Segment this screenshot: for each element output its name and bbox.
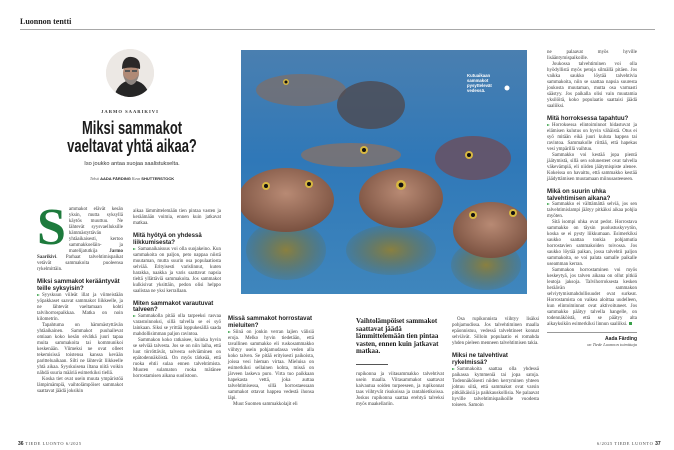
text-run: Samanaikaisuus voi olla suojakeino. Kun sammakoita on paljon, peto nappaa niistä muutaman, mutta suurin osa populaatiosta selviää. Erityisesti varislinnut, kuten harakka, naakka ja varis saattavat napsia tieltä yllättäviä sammakoita. Jos sammakot kulkisivat yksittäin, pedon olisi helppo saalistaa ne yksi kerrallaan.	[133, 246, 221, 294]
paragraph	[452, 367, 539, 409]
text-run: . Parhaat talvehtimispaikat vetävät sammakoita puoleensa rykelmittäin.	[37, 255, 123, 272]
paragraph	[133, 338, 221, 380]
drop-cap: S	[37, 199, 66, 256]
paragraph	[37, 293, 123, 323]
paragraph	[133, 247, 221, 295]
text-run: Koska tiet ovat usein muuta ympäristöä lämpimämpiä, vaihtolämpöiset sammakot saattavat jäädä joksikin	[37, 376, 123, 394]
text-run: Sammakko voi kestää jopa pientä jäätymistä, sillä sen solunesteet ovat talvella väkevämpiä, eli niiden jäätymispiste alenee. Kokeissa on havaittu, että sammakko kestää jäädyttämisen muutamaan miinusasteeseen.	[547, 152, 637, 182]
paragraph	[228, 330, 314, 402]
text-run: Osa rupikonnista viihtyy lisäksi pohjamudissa. Jos talvehtiminen maalla epäonnistuu, vedessä talvehtineet konnat selviävät. Silloin populaatio ei romahda yhden pieleen menneen talvehtimisen takia.	[452, 317, 539, 346]
footer-left	[18, 441, 82, 447]
paragraph	[547, 220, 637, 268]
paragraph	[547, 268, 637, 328]
text-run: Sammakko ei välttämättä selviä, jos sen talvehtimislampi jäätyy pitkäksi aikaa pohjia myöten.	[547, 202, 637, 220]
page-number-left: 36	[18, 441, 24, 447]
paragraph	[547, 153, 637, 183]
text-run: Sammakolla pitää olla tarpeeksi rasvaa varastoinnoksi, sillä talvella se ei syö lainkaan. Siksi se yrittää loppukesällä saada mahdollisimman paljon ravintoa.	[133, 314, 221, 338]
credits-text-label: Teksti	[89, 176, 100, 181]
subheading: Miksi sammakot kerääntyvät teille syksyisin?	[37, 278, 120, 292]
text-run: rupikonna ja viitasammakko talvehtivat usein maalla. Viitasammakot saattavat kaivautua soiden turpeeseen, ja rupikonnat taas viihtyvät risukoissa ja rantahietikoissa. Joskus rupikonna saattaa erehtyä talveksi myös maakellariin.	[356, 371, 444, 407]
text-run: Sammakon koko ratkaisee, kuinka hyvin se selviää talvesta. Jos se on niin laiha, että luut törröttävät, talvesta selviäminen on epätodennäköistä. On myös tärkeää, että ruoka ehtii sulaa ennen talvehtimista. Muuten sulamaton ruoka mätänee horrostamisen aikana suolistoon.	[133, 338, 221, 380]
footer-right	[597, 441, 661, 447]
column-6	[547, 50, 637, 348]
credits-photo-by: SHUTTERSTOCK	[141, 176, 175, 181]
paragraph	[133, 209, 221, 227]
signature-role: on Tiede Luonnon toimittaja	[587, 342, 637, 348]
text-run: Horroksessa elintoiminnot hidastuvat ja elämisen kulutus on hyvin vähäistä. Otus ei syö mitään eikä juuri kuluta happea tai ravintoa. Sammakolle riittää, että hapekas vesi ympärillä vaihtuu.	[547, 122, 637, 152]
subheading: Miksi ne talvehtivat rykelmissä?	[452, 352, 508, 366]
paragraph	[356, 372, 444, 408]
author-name: JARMO SAARIKIVI	[101, 109, 159, 114]
credits-text-by: AADA FÄRDING	[100, 176, 131, 181]
text-run: Syyskuun viileät illat ja viimeistään yöpakkaset saavat sammakot liikkeelle, ja ne lähtevät vaeltamaan kohti talvihorrospaikkaa. Matka on noin kilometrin.	[37, 292, 123, 322]
publication-right: 6/2025 TIEDE LUONTO	[597, 441, 654, 446]
column-1	[37, 199, 123, 395]
publication-left: TIEDE LUONTO 6/2025	[25, 441, 82, 446]
signature-name: Aada Färding	[605, 336, 637, 343]
pull-quote-rule	[356, 364, 388, 365]
paragraph	[37, 377, 123, 395]
text-run: Joukossa talvehtiminen voi olla hyödyllistä myös petoja silmällä pitäen. Jos vaikka saukko löytää talvehtivia sammakoita, niin se saattaa napsia suuresta joukosta muutaman, mutta osa varmasti säästyy. Jos paikalla olisi vain muutamia yksilöitä, koko populaatio saattaisi jäädä saaliiksi.	[547, 62, 637, 109]
page-number-right: 37	[655, 441, 661, 447]
paragraph	[228, 402, 314, 408]
section-title: Luonnon tentti	[20, 17, 72, 26]
column-4	[356, 318, 444, 408]
text-run: Sammakon horrostaminen voi myös keskeytyä, jos talven aikana on ollut pitkiä leutoja jaksoja. Talvihorroksesta kesken heräävän sammakon selviytymismahdollisuudet ovat surkeat. Horrostamista on vaikea aloittaa uudelleen, kun elintoiminnot ovat aktivoituneet. Jos sammakko päätyy talvella hangelle, on todennäköistä, että se päätyy alta aikayksikön esimerkiksi linnun saaliiksi.	[547, 268, 637, 328]
text-run: aikaa lämmittelemään tien pintaa vasten ja keräämään voimia, ennen kuin jatkavat matkaa.	[133, 209, 221, 226]
paragraph	[37, 323, 123, 377]
title-line: Miksi sammakot	[81, 118, 183, 138]
subheading: Missä sammakot horrostavat mieluiten?	[228, 315, 312, 329]
subheading: Mitä hyötyä on yhdessä liikkumisesta?	[133, 232, 202, 246]
photo-caption: Kutuaikaan sammakot pysyttelevät vedessä.	[467, 73, 492, 93]
credits-photo-label: Kuva	[131, 176, 141, 181]
header-rule	[20, 29, 655, 30]
bold-name: Jarmo Saarikivi	[37, 249, 123, 260]
column-3	[228, 316, 314, 408]
text-run: ammakot elävät kesän yksin, mutta syksyllä käytös muuttuu. Ne lähtevät syysvaelluksille hämmästyttävän yhtäaikaisesti, kertoo sammakkoeläin- ja matelijatutkija	[68, 207, 123, 254]
text-run: ne palaavat myös hyville lisääntymispaikoille.	[547, 50, 637, 61]
author-signature	[547, 332, 637, 348]
article-subtitle: Iso joukko antaa suojaa saalistukselta.	[84, 161, 180, 167]
article-title	[51, 119, 212, 155]
subheading: Miten sammakot varautuvat talveen?	[133, 299, 214, 314]
text-run: Siinä on jonkin verran lajien välisiä eroja. Melko hyvin tiedetään, että tavallinen sammakko eli ruskosammakko viihtyy usein pohjamudassa veden alla koko talven. Se pitää erityisesti paikoista, joissa vesi hieman virtaa. Mieluisa on esimerkiksi sellainen kohta, missä on järveen laskeva puro. Virta tuo paikkaan hapekasta vettä, joka auttaa talvehtimisessa, sillä horrostaessaan sammakot ottavat happea vedestä ihonsa läpi.	[228, 329, 314, 401]
paragraph	[133, 314, 221, 338]
paragraph	[452, 317, 539, 347]
column-5	[452, 317, 539, 409]
author-avatar	[106, 49, 154, 97]
paragraph	[547, 123, 637, 153]
paragraph	[547, 202, 637, 220]
title-line: vaeltavat yhtä aikaa?	[67, 136, 197, 156]
end-mark-icon	[629, 322, 632, 325]
text-run: Sammakoita saattaa olla yhdessä paikassa kymmeniä tai jopa satoja. Todennäköisesti niiden kerryminen yhteen johtuu siitä, että sammakot ovat varsin pitkäikäisiä ja paikkauskollisia. Ne palaavat hyville talvehtimispaikoille vuodesta toiseen. Samoin	[452, 366, 539, 408]
credits	[40, 176, 224, 181]
text-run: Sitä isompi uhka ovat pedot. Horrostava sammakko on täysin puolustuskyvytön, koska se ei pysty liikkumaan. Esimerkiksi saukko saattaa tonkia pohjamutia horrostavien sammakoiden toivossa. Jos saukko löytää paikan, jossa talvehtii paljon sammakoita, se voi palata samalle paikalle useamman kerran.	[547, 220, 637, 268]
text-run: Tapahtuma on hämmästyttävän yhtäaikainen. Sammakot puuhailevat omiaan koko kesän eivätkä juuri tapaa muita sammakoita tai kommunikoi keskenään. Viimeksi ne ovat olleet tekemisissä toistensa kanssa kevään paritteluaikaan. Silti ne lähtevät liikkeelle yhtä aikaa. Syyskuisena iltana niitä voikin nähdä suuria määriä esimerkiksi tiellä.	[37, 322, 123, 376]
pull-quote: Vaihtolämpöiset sammakot saattavat jäädä lämmittelemään tien pintaa vasten, ennen kuin jatkavat matkaa.	[356, 317, 439, 356]
paragraph	[547, 62, 637, 110]
text-run: Muut Suomen sammakkolajit eli	[233, 401, 298, 407]
column-2	[133, 209, 221, 380]
subheading: Mitä horroksessa tapahtuu?	[547, 115, 629, 122]
subheading: Mikä on suurin uhka talvehtimisen aikana?	[547, 187, 611, 202]
paragraph	[547, 50, 637, 62]
